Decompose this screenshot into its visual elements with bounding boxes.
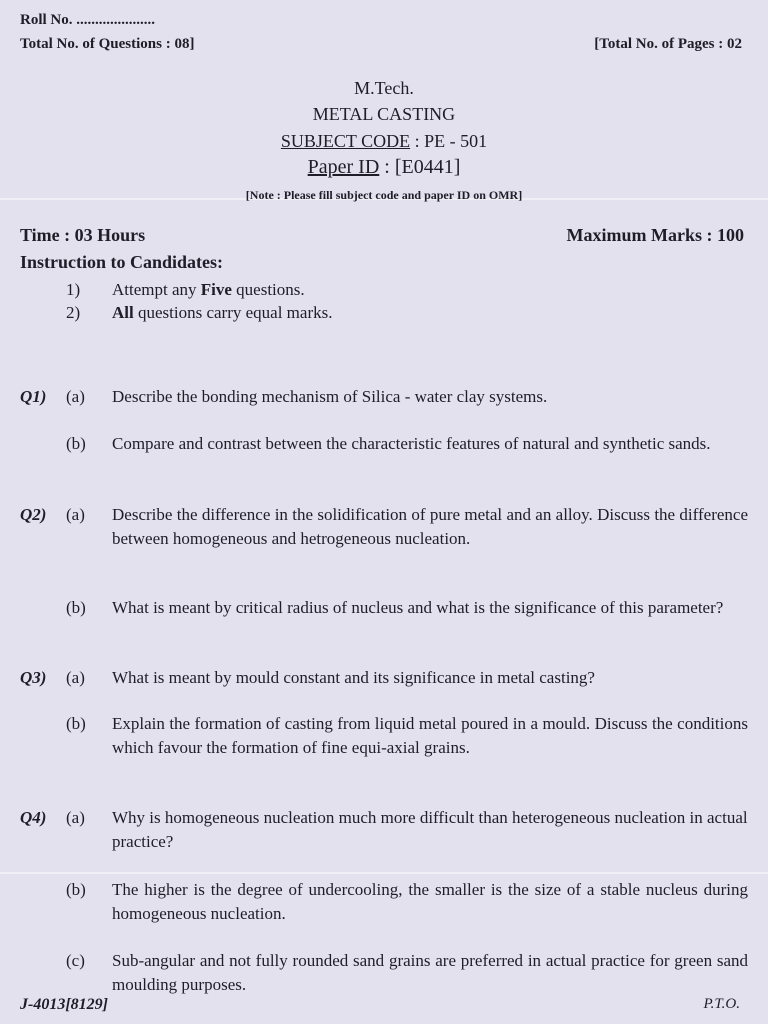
total-pages: [Total No. of Pages : 02: [594, 36, 742, 52]
paper-id-value: : [E0441]: [379, 156, 461, 178]
question-text: What is meant by critical radius of nucleus and what is the significance of this parameter?: [112, 598, 724, 617]
question-number: Q1): [20, 387, 47, 406]
paper-id-label: Paper ID: [307, 156, 380, 178]
paper-id: [0, 156, 768, 179]
time-allowed: Time : 03 Hours: [20, 225, 146, 245]
question-text: Compare and contrast between the characteristic features of natural and synthetic sands.: [112, 434, 711, 453]
part-label: (b): [66, 598, 86, 617]
subject-title: METAL CASTING: [312, 104, 456, 124]
question-text: Sub-angular and not fully rounded sand grains are preferred in actual practice for green sand moulding purposes.: [112, 951, 748, 994]
part-label: (c): [66, 951, 85, 970]
question-text: Explain the formation of casting from liquid metal poured in a mould. Discuss the conditions which favour the formation of fine equi-axial grains.: [112, 714, 748, 757]
roll-no: Roll No. .....................: [20, 12, 155, 28]
maximum-marks: Maximum Marks : 100: [566, 225, 744, 245]
question-text: What is meant by mould constant and its significance in metal casting?: [112, 668, 595, 687]
question-text: Describe the bonding mechanism of Silica - water clay systems.: [112, 387, 548, 406]
fold-line: [0, 872, 768, 874]
instruction-text: questions carry equal marks.: [133, 303, 333, 322]
question-number: Q3): [20, 668, 47, 687]
instruction-text: questions.: [231, 280, 305, 299]
question-number: Q2): [20, 505, 47, 524]
instruction-emphasis: Five: [200, 280, 232, 299]
instruction-number: 1): [66, 280, 81, 299]
subject-code-value: : PE - 501: [410, 131, 488, 151]
paper-code-footer: J-4013[8129]: [20, 996, 108, 1013]
instruction-item: [66, 280, 305, 300]
subject-code: [0, 131, 768, 152]
question-text: Why is homogeneous nucleation much more difficult than heterogeneous nucleation in actual practice?: [112, 808, 748, 851]
instruction-emphasis: All: [112, 303, 134, 322]
question-number: Q4): [20, 808, 47, 827]
pto-footer: P.T.O.: [703, 996, 740, 1012]
total-questions: Total No. of Questions : 08]: [20, 36, 195, 52]
part-label: (a): [66, 387, 85, 406]
degree: M.Tech.: [354, 78, 414, 98]
part-label: (b): [66, 714, 86, 733]
instruction-text: Attempt any: [112, 280, 201, 299]
instruction-number: 2): [66, 303, 81, 322]
part-label: (a): [66, 808, 85, 827]
part-label: (a): [66, 668, 85, 687]
instructions-heading: Instruction to Candidates:: [20, 252, 224, 272]
part-label: (a): [66, 505, 85, 524]
part-label: (b): [66, 880, 86, 899]
part-label: (b): [66, 434, 86, 453]
subject-code-label: SUBJECT CODE: [280, 131, 411, 151]
omr-note: [Note : Please fill subject code and paper ID on OMR]: [245, 188, 523, 202]
question-text: The higher is the degree of undercooling, the smaller is the size of a stable nucleus during homogeneous nucleation.: [112, 880, 748, 923]
instruction-item: [66, 303, 332, 323]
question-text: Describe the difference in the solidification of pure metal and an alloy. Discuss the difference between homogeneous and hetrogeneous nucleation.: [112, 505, 748, 548]
